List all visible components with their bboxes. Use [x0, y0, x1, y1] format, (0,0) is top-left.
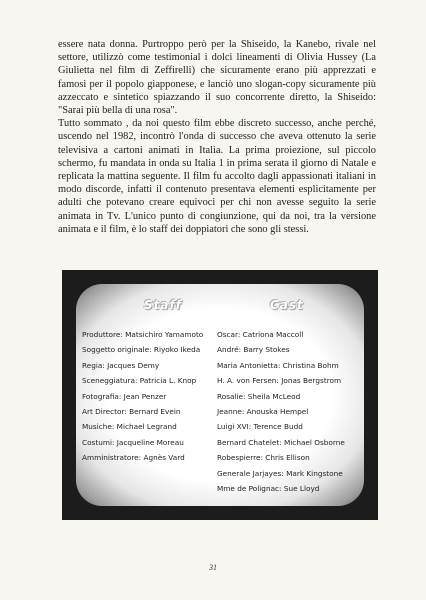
- cast-item: H. A. von Fersen: Jonas Bergstrom: [217, 376, 342, 386]
- staff-item: Produttore: Matsichiro Yamamoto: [82, 330, 204, 339]
- cast-item: Bernard Chatelet: Michael Osborne: [217, 437, 345, 447]
- staff-item: Costumi: Jacqueline Moreau: [82, 437, 184, 447]
- page-number: 31: [209, 563, 217, 572]
- staff-item: Fotografia: Jean Penzer: [82, 391, 167, 401]
- cast-item: Robespierre: Chris Ellison: [217, 453, 310, 463]
- cast-heading: Cast: [270, 298, 304, 312]
- cast-item: Rosalie: Sheila McLeod: [217, 391, 301, 401]
- credits-panel: [76, 284, 364, 506]
- staff-list: [82, 327, 203, 466]
- staff-item: Amministratore: Agnès Vard: [82, 453, 185, 463]
- cast-item: Maria Antonietta: Christina Bohm: [217, 360, 339, 370]
- cast-item: Mme de Polignac: Sue Lloyd: [217, 484, 320, 494]
- cast-list: [217, 327, 345, 496]
- body-paragraph: essere nata donna. Purtroppo però per la Shiseido, la Kanebo, rivale nel settore, utilizzò come testimonial i dolci lineamenti di Olivia Hussey (La Giulietta nel film di Zeffirelli) che sicuramente erano più apprezzati e famosi per il popolo giapponese, e lanciò uno slogan-copy sicuramente più azzeccato e sintetico spiazzando il suo concorrente diretto, la Shiseido: "Sarai più bella di una rosa".: [58, 39, 376, 117]
- staff-item: Art Director: Bernard Evein: [82, 407, 181, 417]
- cast-item: Oscar: Catriona Maccoll: [217, 330, 304, 339]
- cast-item: Generale Jarjayes: Mark Kingstone: [217, 468, 343, 478]
- article-body: [58, 38, 376, 236]
- staff-item: Regia: Jacques Demy: [82, 360, 160, 370]
- cast-item: André: Barry Stokes: [217, 345, 290, 355]
- staff-item: Musiche: Michael Legrand: [82, 422, 177, 432]
- cast-item: Luigi XVI: Terence Budd: [217, 422, 303, 432]
- staff-item: Soggetto originale: Riyoko Ikeda: [82, 345, 201, 355]
- body-paragraph: Tutto sommato , da noi questo film ebbe discreto successo, anche perché, uscendo nel 1982, incontrò l'onda di successo che aveva ottenuto la serie televisiva a cartoni animati in Italia. La prima proiezione, sul piccolo schermo, fu mandata in onda su Italia 1 in prima serata il giorno di Natale e replicata la mattina seguente. Il film fu accolto dagli appassionati italiani in modo discorde, infatti il contenuto presentava elementi esplicitamente per adulti che potevano creare equivoci per chi non avesse seguito la serie animata in Tv. L'unico punto di congiunzione, qui da noi, tra la versione animata e il film, è lo staff dei doppiatori che sono gli stessi.: [58, 118, 376, 235]
- credits-box: [62, 270, 378, 520]
- staff-heading: Staff: [144, 298, 182, 312]
- staff-item: Sceneggiatura: Patricia L. Knop: [82, 376, 197, 386]
- cast-item: Jeanne: Anouska Hempel: [217, 407, 309, 417]
